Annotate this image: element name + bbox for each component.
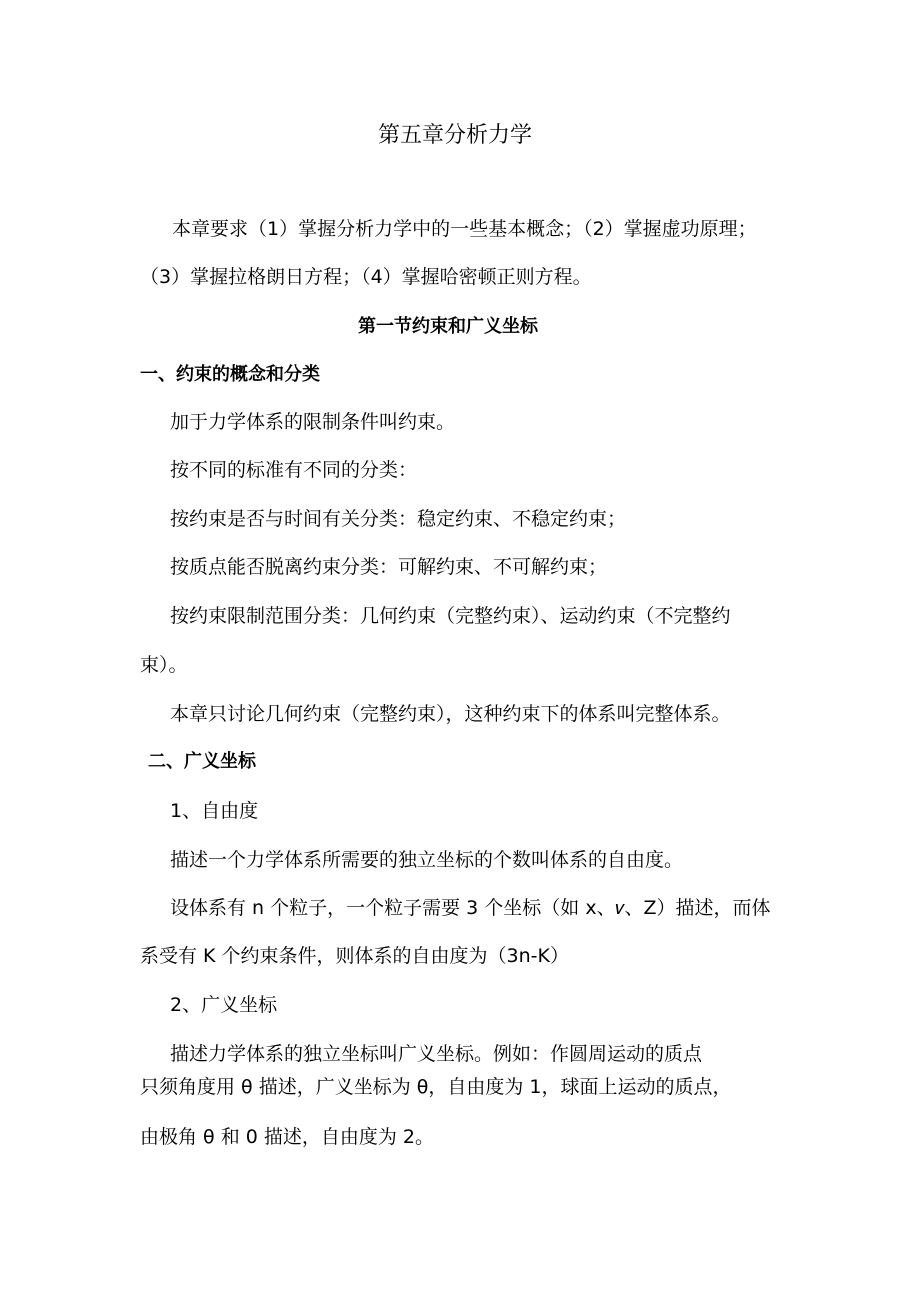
part1-heading: 一、约束的概念和分类: [140, 364, 320, 385]
part2-sub2-paragraph-line-3: 由极角 θ 和 0 描述，自由度为 2。: [140, 1126, 434, 1148]
part1-paragraph-6: 本章只讨论几何约束（完整约束），这种约束下的体系叫完整体系。: [170, 703, 731, 725]
requirements-line-1: 本章要求（1）掌握分析力学中的一些基本概念；（2）掌握虚功原理；: [172, 218, 757, 240]
part2-subheading-2: 2、广义坐标: [170, 994, 278, 1016]
chapter-title: 第五章分析力学: [378, 123, 533, 148]
section-title: 第一节约束和广义坐标: [358, 316, 538, 337]
part1-paragraph-1: 加于力学体系的限制条件叫约束。: [170, 411, 456, 433]
part1-paragraph-2: 按不同的标准有不同的分类：: [170, 459, 418, 481]
part2-subheading-1: 1、自由度: [170, 800, 259, 822]
part1-paragraph-5-line-2: 束）。: [140, 654, 188, 676]
part2-sub2-paragraph-line-1: 描述力学体系的独立坐标叫广义坐标。例如：作圆周运动的质点: [170, 1043, 703, 1065]
part1-paragraph-3: 按约束是否与时间有关分类：稳定约束、不稳定约束；: [170, 508, 627, 530]
part1-paragraph-4: 按质点能否脱离约束分类：可解约束、不可解约束；: [170, 556, 608, 578]
part1-paragraph-5-line-1: 按约束限制范围分类：几何约束（完整约束）、运动约束（不完整约: [170, 605, 731, 627]
part2-sub1-paragraph-2-line-2: 系受有 K 个约束条件，则体系的自由度为（3n-K）: [140, 945, 569, 967]
part2-heading: 二、广义坐标: [148, 751, 256, 772]
part2-sub1-paragraph-2-line-1: 设体系有 n 个粒子，一个粒子需要 3 个坐标（如 x、𝑣、Z）描述，而体: [170, 897, 771, 919]
part2-sub1-paragraph-1: 描述一个力学体系所需要的独立坐标的个数叫体系的自由度。: [170, 849, 684, 871]
part2-sub2-paragraph-line-2: 只须角度用 θ 描述，广义坐标为 θ，自由度为 1，球面上运动的质点，: [140, 1076, 732, 1098]
requirements-line-2: （3）掌握拉格朗日方程；（4）掌握哈密顿正则方程。: [140, 266, 592, 288]
